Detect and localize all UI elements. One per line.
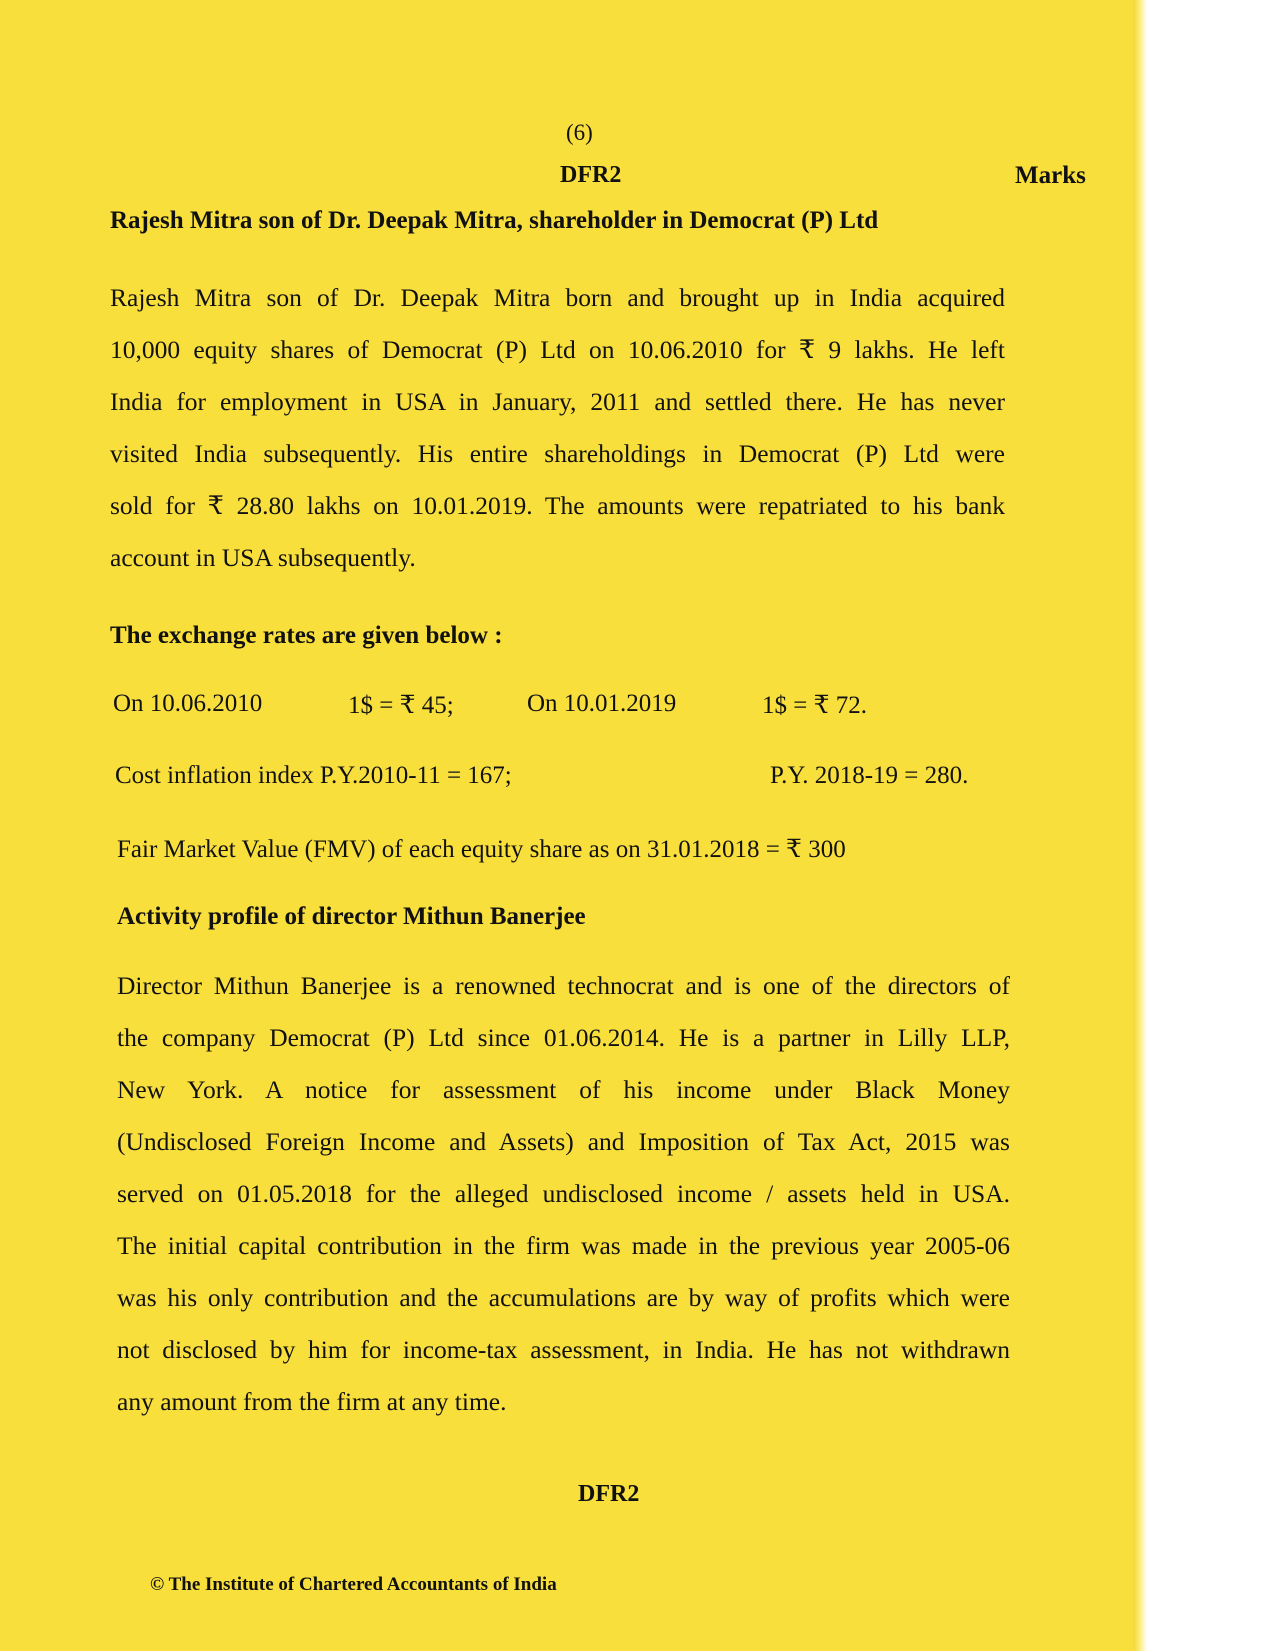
paragraph-line: account in USA subsequently. — [110, 543, 416, 572]
paragraph-line: served on 01.05.2018 for the alleged undisclosed income / assets held in USA. — [117, 1179, 1010, 1208]
paragraph-line: 10,000 equity shares of Democrat (P) Ltd on 10.06.2010 for ₹ 9 lakhs. He left — [110, 335, 1005, 364]
copyright-notice: © The Institute of Chartered Accountants of India — [150, 1574, 557, 1595]
section2-heading: Activity profile of director Mithun Banerjee — [117, 903, 586, 930]
cii-left: Cost inflation index P.Y.2010-11 = 167; — [115, 762, 512, 789]
paragraph-line: sold for ₹ 28.80 lakhs on 10.01.2019. The amounts were repatriated to his bank — [110, 491, 1005, 520]
paragraph-line: India for employment in USA in January, 2011 and settled there. He has never — [110, 387, 1005, 416]
paragraph-line: was his only contribution and the accumulations are by way of profits which were — [117, 1283, 1010, 1312]
paragraph-line: The initial capital contribution in the firm was made in the previous year 2005-06 — [117, 1231, 1010, 1260]
section1-paragraph — [110, 272, 1005, 584]
exchange-rate-2: 1$ = ₹ 72. — [762, 692, 868, 719]
exchange-date-2: On 10.01.2019 — [527, 690, 677, 717]
page-number: (6) — [566, 120, 593, 145]
paragraph-line: Director Mithun Banerjee is a renowned technocrat and is one of the directors of — [117, 971, 1010, 1000]
exchange-rate-1: 1$ = ₹ 45; — [348, 692, 454, 719]
cii-right: P.Y. 2018-19 = 280. — [770, 762, 969, 789]
exchange-heading: The exchange rates are given below : — [110, 622, 503, 649]
paragraph-line: any amount from the firm at any time. — [117, 1387, 507, 1416]
exchange-date-1: On 10.06.2010 — [113, 690, 263, 717]
section2-paragraph — [117, 960, 1010, 1428]
paragraph-line: Rajesh Mitra son of Dr. Deepak Mitra born and brought up in India acquired — [110, 283, 1005, 312]
paragraph-line: not disclosed by him for income-tax assessment, in India. He has not withdrawn — [117, 1335, 1010, 1364]
paragraph-line: (Undisclosed Foreign Income and Assets) and Imposition of Tax Act, 2015 was — [117, 1127, 1010, 1156]
paragraph-line: visited India subsequently. His entire shareholdings in Democrat (P) Ltd were — [110, 439, 1005, 468]
page-edge — [1133, 0, 1147, 1651]
paper-code-footer: DFR2 — [578, 1481, 640, 1507]
paragraph-line: the company Democrat (P) Ltd since 01.06.2014. He is a partner in Lilly LLP, — [117, 1023, 1010, 1052]
marks-label: Marks — [1015, 162, 1086, 189]
section1-heading: Rajesh Mitra son of Dr. Deepak Mitra, shareholder in Democrat (P) Ltd — [110, 207, 879, 234]
fmv-statement: Fair Market Value (FMV) of each equity share as on 31.01.2018 = ₹ 300 — [117, 836, 846, 863]
paragraph-line: New York. A notice for assessment of his income under Black Money — [117, 1075, 1010, 1104]
paper-code-header: DFR2 — [560, 162, 622, 188]
